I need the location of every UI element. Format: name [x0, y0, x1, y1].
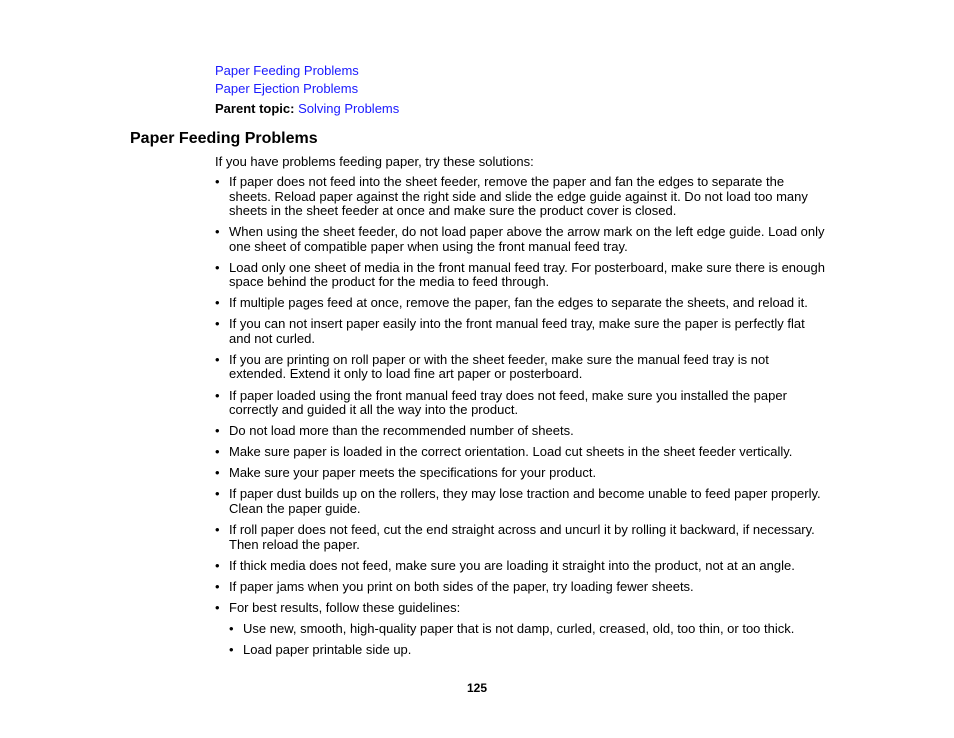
list-item: • If you can not insert paper easily into the front manual feed tray, make sure the paper is perfectly flat and not curled. — [215, 317, 825, 346]
link-paper-feeding-problems[interactable]: Paper Feeding Problems — [215, 63, 359, 78]
sub-list-item: • Use new, smooth, high-quality paper that is not damp, curled, creased, old, too thin, or too thick. — [229, 622, 825, 637]
list-item: • If paper jams when you print on both sides of the paper, try loading fewer sheets. — [215, 580, 825, 595]
list-item: • If you are printing on roll paper or with the sheet feeder, make sure the manual feed tray is not extended. Extend it only to load fine art paper or posterboard. — [215, 353, 825, 382]
parent-topic — [215, 101, 399, 117]
list-item-guidelines — [215, 601, 825, 658]
list-item: • Make sure paper is loaded in the correct orientation. Load cut sheets in the sheet feeder vertically. — [215, 445, 825, 460]
list-item: • Do not load more than the recommended number of sheets. — [215, 424, 825, 439]
parent-topic-label: Parent topic: — [215, 101, 295, 116]
link-paper-ejection-problems[interactable]: Paper Ejection Problems — [215, 81, 359, 96]
list-item: • When using the sheet feeder, do not load paper above the arrow mark on the left edge guide. Load only one sheet of compatible paper when using the front manual feed tray. — [215, 225, 825, 254]
link-solving-problems[interactable]: Solving Problems — [298, 101, 400, 116]
list-item: • If thick media does not feed, make sure you are loading it straight into the product, not at an angle. — [215, 559, 825, 574]
solutions-list — [215, 175, 825, 664]
list-item: • If roll paper does not feed, cut the end straight across and uncurl it by rolling it backward, if necessary. Then reload the paper. — [215, 523, 825, 552]
section-intro: If you have problems feeding paper, try these solutions: — [215, 154, 534, 169]
sub-list-item: • Load paper printable side up. — [229, 643, 825, 658]
list-item: • If paper dust builds up on the rollers, they may lose traction and become unable to feed paper properly. Clean the paper guide. — [215, 487, 825, 516]
list-item: • If paper does not feed into the sheet feeder, remove the paper and fan the edges to separate the sheets. Reload paper against the right side and slide the edge guide against it. Do not load too many sheets in the sheet feeder at once and make sure the product cover is closed. — [215, 175, 825, 219]
page-number: 125 — [466, 681, 488, 695]
list-item: • If multiple pages feed at once, remove the paper, fan the edges to separate the sheets, and reload it. — [215, 296, 825, 311]
guidelines-list — [229, 622, 825, 658]
list-item: • Load only one sheet of media in the front manual feed tray. For posterboard, make sure there is enough space behind the product for the media to feed through. — [215, 261, 825, 290]
list-item: • Make sure your paper meets the specifications for your product. — [215, 466, 825, 481]
related-links — [215, 62, 359, 98]
list-item: • If paper loaded using the front manual feed tray does not feed, make sure you installed the paper correctly and guided it all the way into the product. — [215, 389, 825, 418]
guidelines-intro: For best results, follow these guidelines: — [229, 599, 461, 615]
section-title: Paper Feeding Problems — [130, 130, 318, 147]
